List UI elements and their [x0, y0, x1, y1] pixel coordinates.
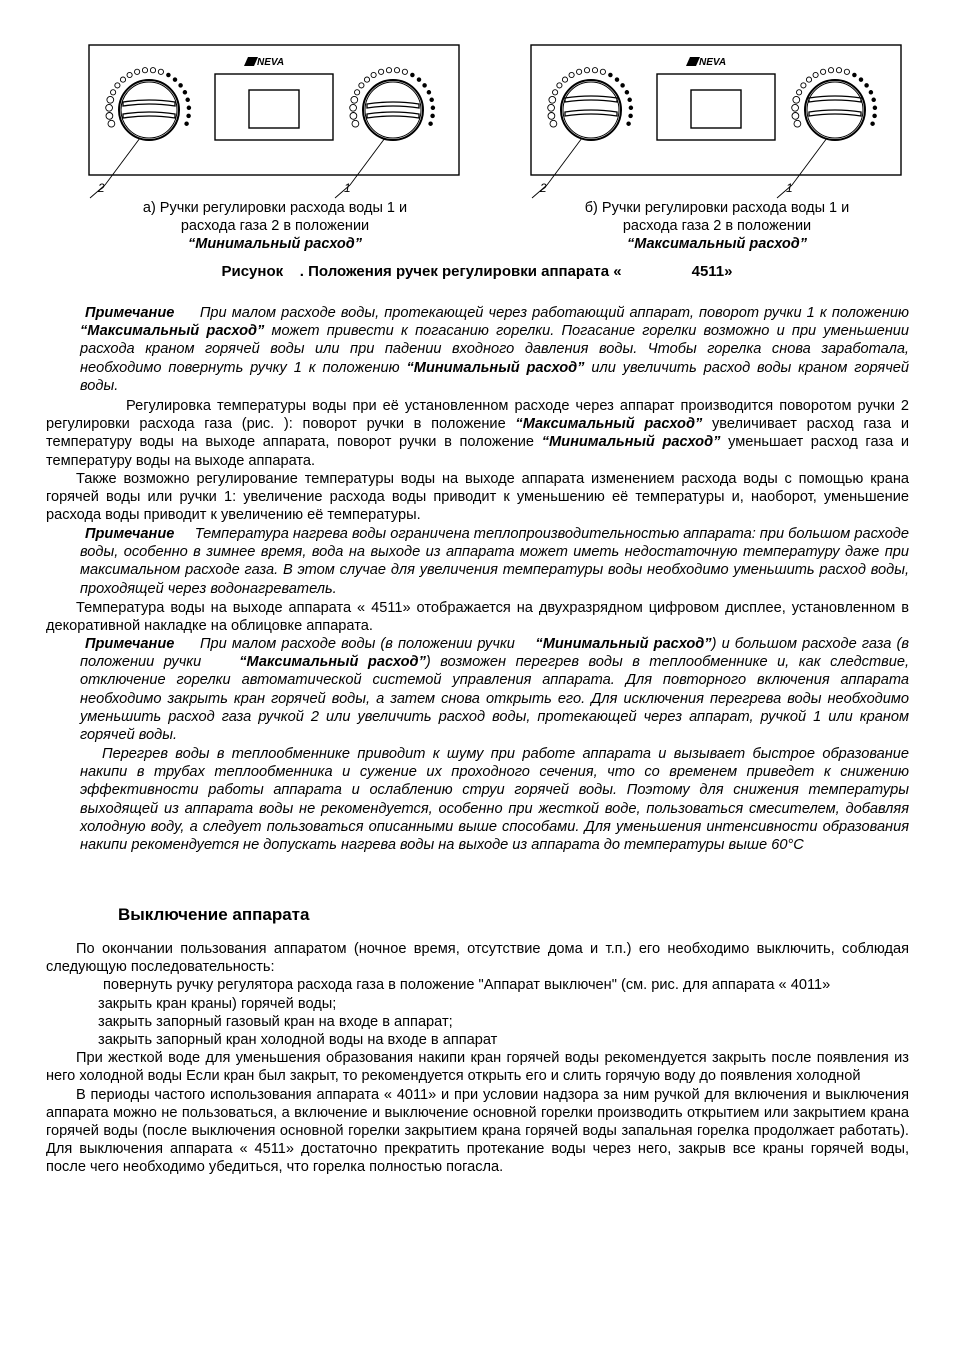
scale-dot [625, 91, 629, 95]
scale-dot [549, 96, 556, 103]
digital-display [249, 90, 299, 128]
gas-knob [561, 80, 621, 140]
scale-dot [550, 120, 557, 127]
scale-dot [364, 77, 369, 82]
scale-dot [352, 120, 359, 127]
scale-dot [792, 104, 799, 111]
brand-logo [244, 57, 284, 68]
scale-dot [553, 90, 558, 95]
scale-dot [386, 68, 391, 73]
scale-dot [562, 77, 567, 82]
label-knob-2: 2 [98, 181, 105, 195]
leader-line-2 [105, 138, 140, 185]
scale-dot [183, 91, 187, 95]
label-knob-1: 1 [344, 181, 351, 195]
section-heading: Выключение аппарата [118, 905, 310, 924]
scale-dot [548, 104, 555, 111]
water-knob [363, 80, 423, 140]
scale-dot [179, 84, 183, 88]
scale-dot [371, 72, 376, 77]
scale-dot [108, 120, 115, 127]
scale-dot [423, 84, 427, 88]
scale-dot [431, 114, 435, 118]
scale-dot [629, 106, 633, 110]
scale-dot [836, 68, 841, 73]
scale-dot [821, 69, 826, 74]
figure-a [80, 40, 520, 253]
scale-dot [150, 68, 155, 73]
scale-dot [142, 68, 147, 73]
scale-dot [359, 83, 364, 88]
control-panel-diagram-b [522, 40, 954, 205]
figure-title: Рисунок . Положения ручек регулировки аппарата « 4511» [221, 263, 733, 280]
scale-dot [797, 90, 802, 95]
water-knob [805, 80, 865, 140]
scale-dot [431, 106, 435, 110]
scale-dot [853, 73, 857, 77]
scale-dot [584, 68, 589, 73]
scale-dot [350, 104, 357, 111]
scale-dot [828, 68, 833, 73]
scale-dot [135, 69, 140, 74]
scale-dot [173, 78, 177, 82]
scale-dot [806, 77, 811, 82]
leader-line-1 [350, 138, 385, 185]
scale-dot [111, 90, 116, 95]
scale-dot [615, 78, 619, 82]
scale-dot [569, 72, 574, 77]
scale-dot [548, 113, 555, 120]
gas-knob [119, 80, 179, 140]
leader-line-1 [792, 138, 827, 185]
brand-logo [686, 57, 726, 68]
scale-dot [187, 114, 191, 118]
scale-dot [158, 69, 163, 74]
scale-dot [430, 98, 434, 102]
svg-text:NEVA: NEVA [699, 57, 727, 68]
scale-dot [627, 122, 631, 126]
scale-dot [120, 77, 125, 82]
note-4-overheating: Перегрев воды в теплообменнике приводит к шуму при работе аппарата и вызывает быстрое образование накипи в трубах теплообменника и сужение их проходного сечения, что со временем приведет к снижению эффективности работы аппарата и ослаблению струи горячей воды. Поэтому для снижения температуры выходящей из аппарата воды не рекомендуется, особенно при жесткой воде, пользоваться смесителем, добавляя холодную воду, а следует пользоваться описанными выше способами. Для уменьшения интенсивности образования накипи рекомендуется не допускать нагрева воды на выходе из аппарата до температуры выше 60°С [80, 746, 909, 854]
scale-dot [115, 83, 120, 88]
figure-b-caption: б) Ручки регулировки расхода воды 1 и расхода газа 2 в положении “Максимальный расход” [584, 200, 850, 252]
scale-dot [402, 69, 407, 74]
scale-dot [167, 73, 171, 77]
scale-dot [394, 68, 399, 73]
scale-dot [127, 72, 132, 77]
scale-dot [793, 96, 800, 103]
scale-dot [427, 91, 431, 95]
scale-dot [869, 91, 873, 95]
figure-b [522, 40, 954, 253]
scale-dot [872, 98, 876, 102]
scale-dot [429, 122, 433, 126]
scale-dot [621, 84, 625, 88]
scale-dot [577, 69, 582, 74]
scale-dot [106, 113, 113, 120]
scale-dot [379, 69, 384, 74]
scale-dot [871, 122, 875, 126]
note-3: Примечание При малом расходе воды (в положении ручки “Минимальный расход”) и большом расходе газа (в положении ручки “Максимальный расход”) возможен перегрев воды в теплообменнике и, как следствие, отключение горелки автоматической системой управления аппарата. Для повторного включения аппарата необходимо закрыть кран горячей воды, а затем снова открыть его. Для исключения перегрева воды необходимо уменьшить расход газа ручкой 2 или увеличить расход воды, протекающей через аппарат, ручкой 1 или краном горячей воды. [80, 636, 910, 744]
digital-display [691, 90, 741, 128]
scale-dot [873, 106, 877, 110]
display-window [657, 74, 775, 140]
paragraph-temperature-regulation: Регулировка температуры воды при её установленном расходе через аппарат производится поворотом ручки 2 регулировки расхода газа (рис. ): поворот ручки в положение “Максимальный расход” увеличивает расход газа и температуру воды на выходе аппарата, поворот ручки в положение “Минимальный расход” уменьшает расход газа и температуру воды на выходе аппарата. [46, 398, 909, 469]
scale-dot [629, 114, 633, 118]
scale-dot [355, 90, 360, 95]
scale-dot [106, 104, 113, 111]
scale-dot [185, 122, 189, 126]
scale-dot [628, 98, 632, 102]
scale-dot [107, 96, 114, 103]
scale-dot [792, 113, 799, 120]
scale-dot [873, 114, 877, 118]
scale-dot [592, 68, 597, 73]
scale-dot [187, 106, 191, 110]
note-2: Примечание Температура нагрева воды ограничена теплопроизводительностью аппарата: при большом расходе воды, особенно в зимнее время, вода на выходе из аппарата может иметь недостаточную температуру даже при максимальном расходе газа. В этом случае для увеличения температуры воды необходимо уменьшить расход воды, проходящей через водонагреватель. [80, 526, 909, 597]
scale-dot [351, 96, 358, 103]
shutdown-section: По окончании пользования аппаратом (ночное время, отсутствие дома и т.п.) его необходимо выключить, соблюдая следующую последовательность: повернуть ручку регулятора расхода газа в положение "Аппарат выключен" (см. рис. для аппарата « 4011» закрыть кран краны) горячей воды; закрыть запорный газовый кран на входе в аппарат; закрыть запорный кран холодной воды на входе в аппарат При жесткой воде для уменьшения образования накипи кран горячей воды рекомендуется закрыть после появления из него холодной воды Если кран был закрыт, то рекомендуется открыть его и слить горячую воду до появления холодной В периоды частого использования аппарата « 4011» и при условии надзора за ним ручкой для включения и выключения аппарата можно не пользоваться, а включение и выключение основной горелки производить открытием или закрытием крана горячей воды (после выключения основной горелки закрытием крана горячей воды запальная горелка продолжает работать). Для выключения аппарата « 4511» достаточно прекратить протекание воды через него, закрыв все краны горячей воды, после чего необходимо убедиться, что горелка полностью погасла. [46, 941, 909, 1176]
scale-dot [609, 73, 613, 77]
svg-text:NEVA: NEVA [257, 57, 285, 68]
paragraph-water-flow: Также возможно регулирование температуры воды на выходе аппарата изменением расхода воды с помощью крана горячей воды или ручки 1: увеличение расхода воды приводит к уменьшению её температуры и, наоборот, уменьшение расхода воды приводит к увеличению её температуры. [46, 471, 909, 524]
scale-dot [557, 83, 562, 88]
figure-a-caption: а) Ручки регулировки расхода воды 1 и расхода газа 2 в положении “Минимальный расход” [142, 200, 408, 252]
scale-dot [801, 83, 806, 88]
scale-dot [865, 84, 869, 88]
scale-dot [417, 78, 421, 82]
scale-dot [859, 78, 863, 82]
scale-dot [350, 113, 357, 120]
label-knob-2: 2 [540, 181, 547, 195]
label-knob-1: 1 [786, 181, 793, 195]
scale-dot [813, 72, 818, 77]
paragraph-display: Температура воды на выходе аппарата « 4511» отображается на двухразрядном цифровом дисплее, установленном в декоративной накладке на облицовке аппарата. [46, 600, 909, 635]
scale-dot [600, 69, 605, 74]
note-1: Примечание При малом расходе воды, протекающей через работающий аппарат, поворот ручки 1 к положению “Максимальный расход” может привести к погасанию горелки. Погасание горелки возможно и при уменьшении расхода краном горячей воды или при падении входного давления воды. Чтобы горелка снова заработала, необходимо повернуть ручку 1 к положению “Минимальный расход” или увеличить расход воды краном горячей воды. [80, 305, 909, 394]
leader-line-2 [547, 138, 582, 185]
control-panel-diagram-a [80, 40, 520, 205]
scale-dot [844, 69, 849, 74]
display-window [215, 74, 333, 140]
scale-dot [411, 73, 415, 77]
scale-dot [186, 98, 190, 102]
scale-dot [794, 120, 801, 127]
